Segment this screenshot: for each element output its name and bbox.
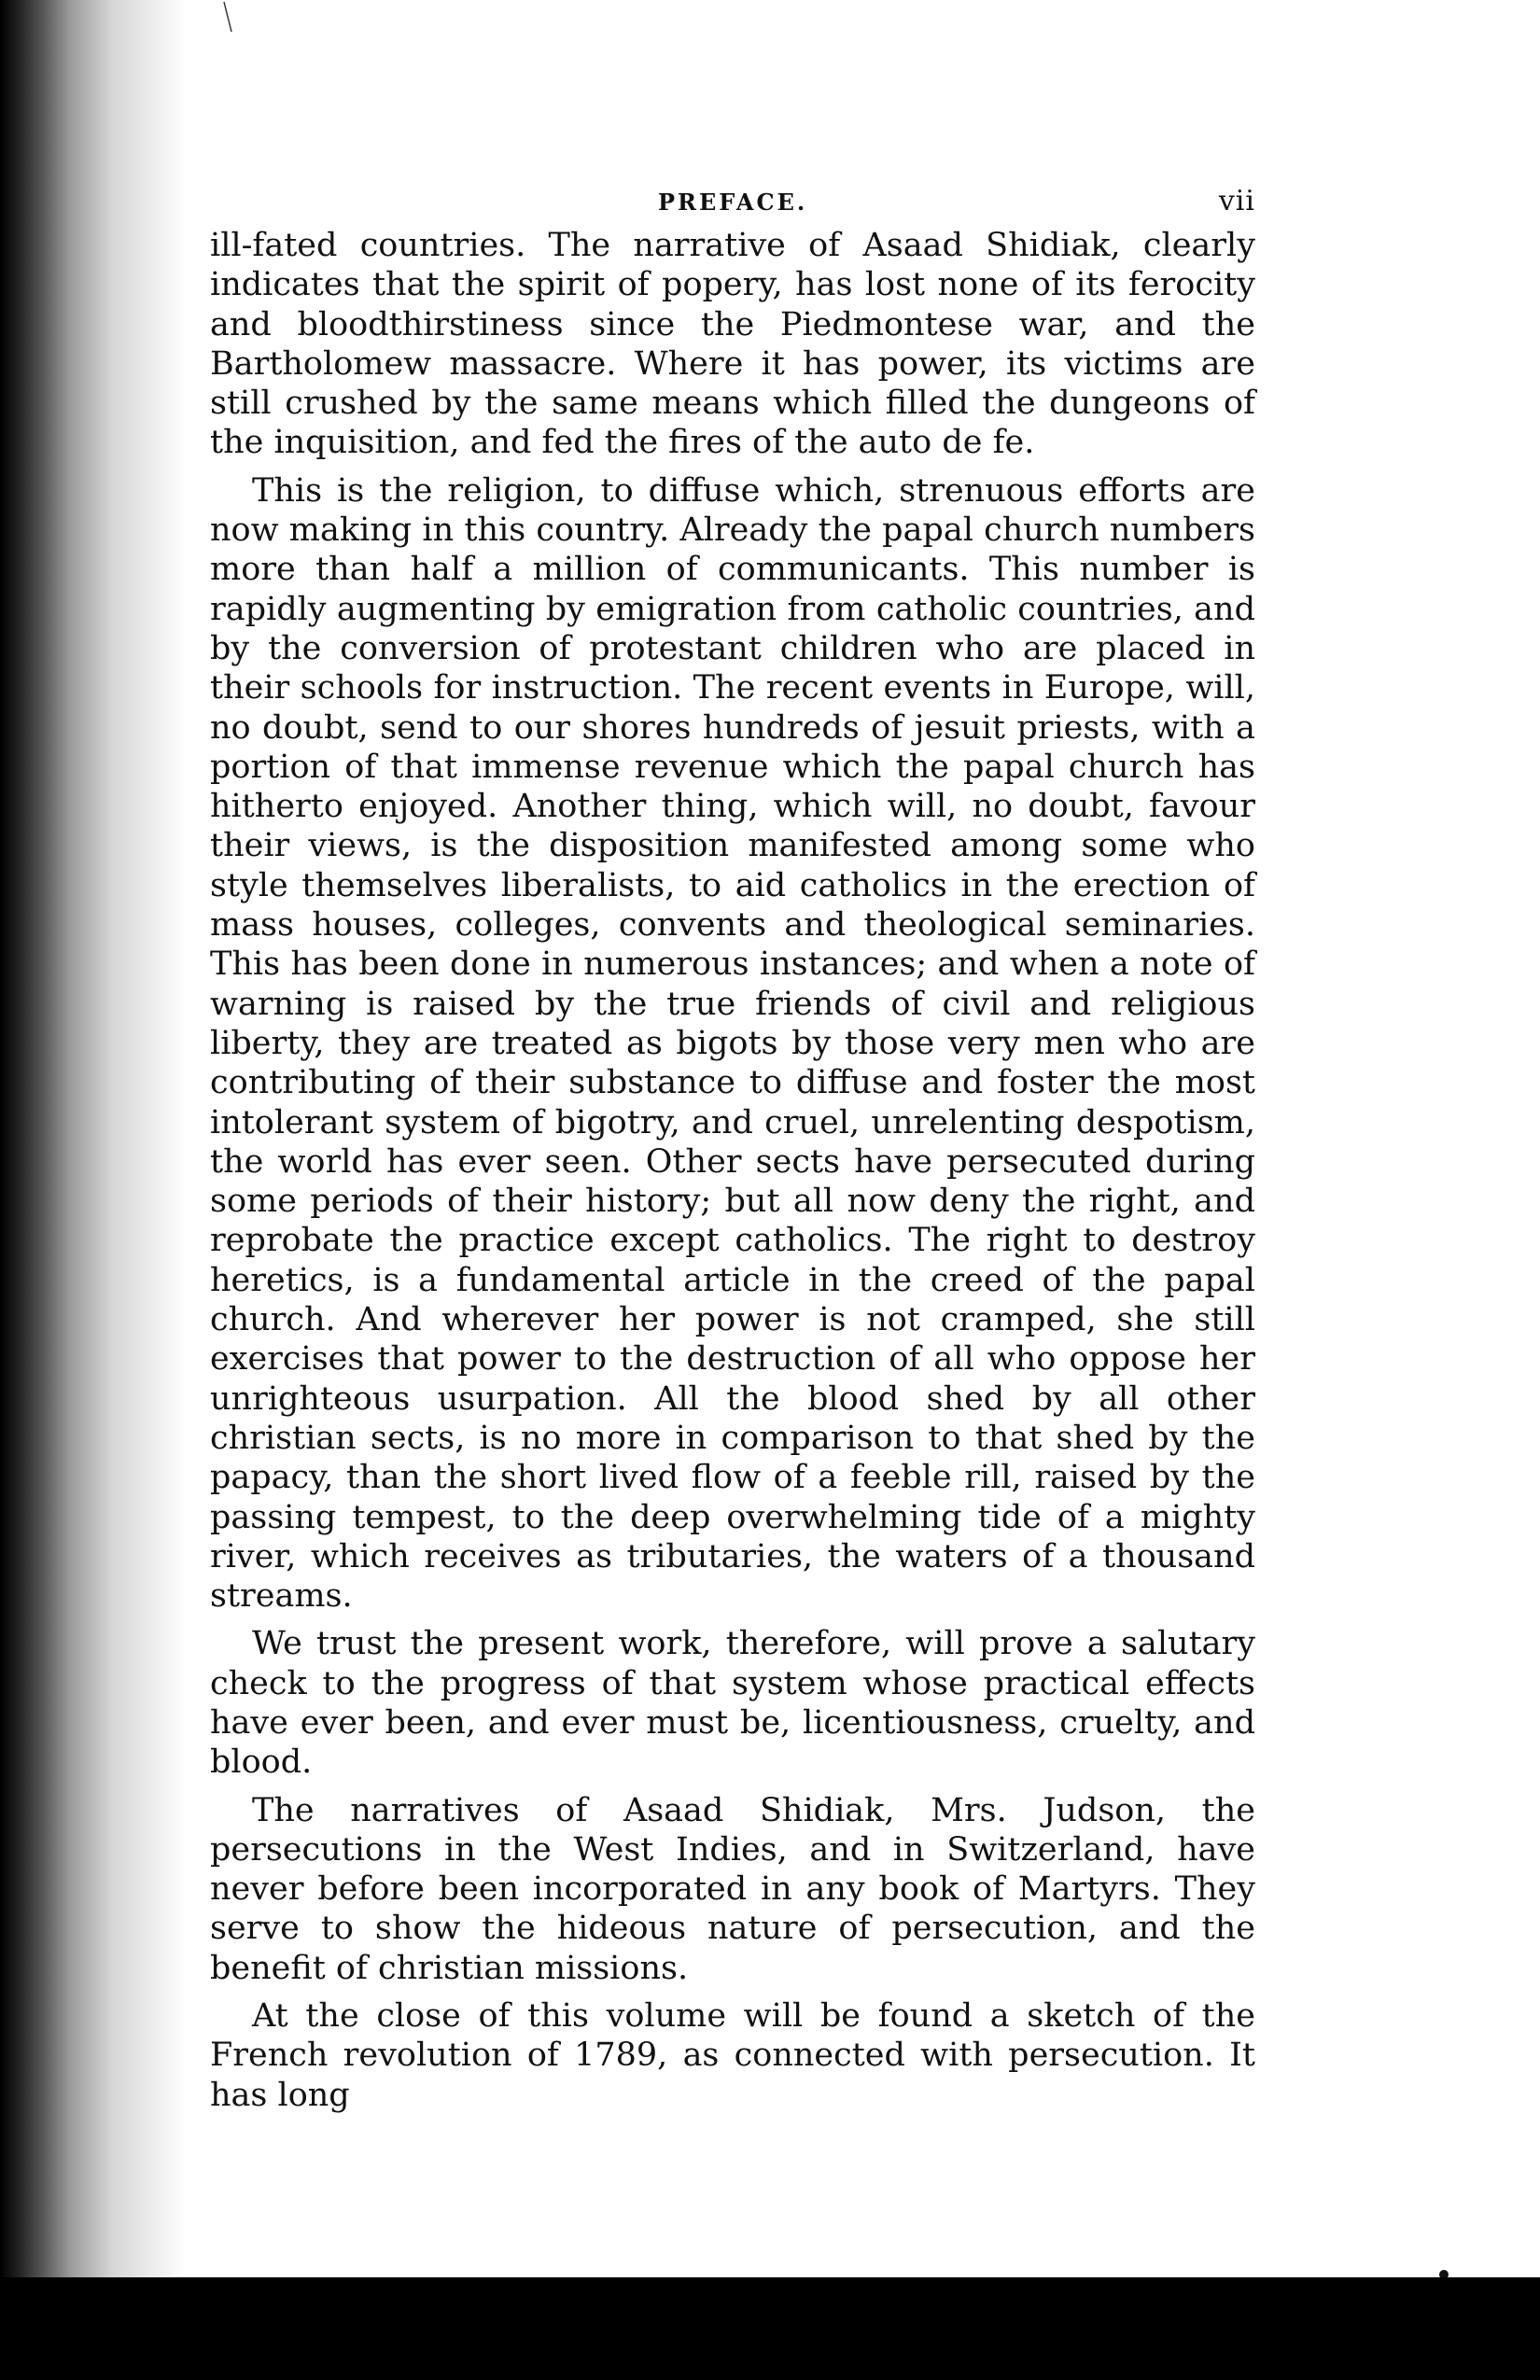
book-page xyxy=(210,185,1255,2115)
running-header xyxy=(210,185,1255,226)
paragraph-4: The narratives of Asaad Shidiak, Mrs. Judson, the persecutions in the West Indies, and in Switzerland, have never before been incorporated in any book of Martyrs. They serve to show the hideous nature of persecution, and the benefit of christian missions. xyxy=(210,1791,1255,1987)
running-title: PREFACE. xyxy=(658,189,808,216)
scan-speck-top xyxy=(222,0,241,37)
scan-bottom-band xyxy=(0,2277,1540,2380)
paragraph-2: This is the religion, to diffuse which, strenuous efforts are now making in this country. Already the papal church numbers more than half a million of communicants. This number is rapidly augmenting by emigration from catholic countries, and by the conversion of protestant children who are placed in their schools for instruction. The recent events in Europe, will, no doubt, send to our shores hundreds of jesuit priests, with a portion of that immense revenue which the papal church has hitherto enjoyed. Another thing, which will, no doubt, favour their views, is the disposition manifested among some who style themselves liberalists, to aid catholics in the erection of mass houses, colleges, convents and theological seminaries. This has been done in numerous instances; and when a note of warning is raised by the true friends of civil and religious liberty, they are treated as bigots by those very men who are contributing of their substance to diffuse and foster the most intolerant system of bigotry, and cruel, unrelenting despotism, the world has ever seen. Other sects have persecuted during some periods of their history; but all now deny the right, and reprobate the practice except catholics. The right to destroy heretics, is a fundamental article in the creed of the papal church. And wherever her power is not cramped, she still exercises that power to the destruction of all who oppose her unrighteous usurpation. All the blood shed by all other christian sects, is no more in comparison to that shed by the papacy, than the short lived flow of a feeble rill, raised by the passing tempest, to the deep overwhelming tide of a mighty river, which receives as tributaries, the waters of a thousand streams. xyxy=(210,471,1255,1616)
page-number: vii xyxy=(1218,185,1255,217)
paragraph-3: We trust the present work, therefore, will prove a salutary check to the progress of that system whose practical effects have ever been, and ever must be, licentiousness, cruelty, and blood. xyxy=(210,1625,1255,1782)
scan-shadow-edge xyxy=(0,0,187,2277)
paragraph-5: At the close of this volume will be found a sketch of the French revolution of 1789, as connected with persecution. It has long xyxy=(210,1997,1255,2114)
paragraph-1: ill-fated countries. The narrative of Asaad Shidiak, clearly indicates that the spirit of popery, has lost none of its ferocity and bloodthirstiness since the Piedmontese war, and the Bartholomew massacre. Where it has power, its victims are still crushed by the same means which filled the dungeons of the inquisition, and fed the fires of the auto de fe. xyxy=(210,227,1255,462)
